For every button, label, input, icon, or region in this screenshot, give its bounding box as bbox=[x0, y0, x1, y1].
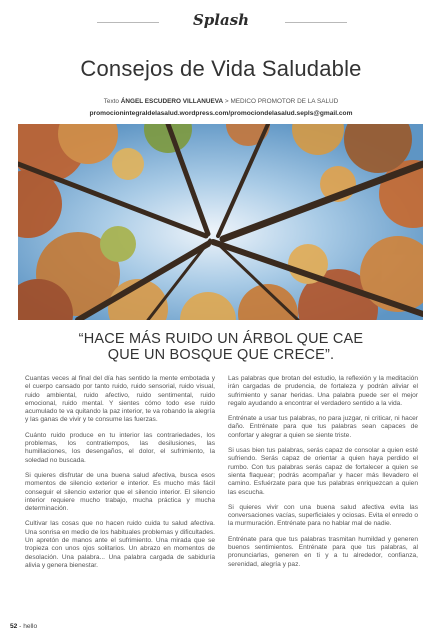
author-role: > MEDICO PROMOTOR DE LA SALUD bbox=[223, 98, 339, 105]
paragraph: Si usas bien tus palabras, serás capaz de consolar a quien esté sufriendo. Serás capaz de orientar a quien haya perdido el rumbo. Con tus palabras serás capaz de fortalecer a quien se sienta flaquear; podrás acompañar y hacer más llevadero el camino. Esfuérzate para que tus palabras enriquezcan a quien las escucha. bbox=[228, 447, 418, 496]
paragraph: Cuantas veces al final del día has sentido la mente embotada y el cuerpo cansado por tanto ruido, ruido sensorial, ruido visual, ruido ambiental, ruido afectivo, ruido sentimental, ruido emocional, ruido mental. Y sientes cómo todo ese ruido acumulado te va quitando la paz interior, te va robando la alegría y las ganas de vivir y te consume las fuerzas. bbox=[25, 375, 215, 424]
pull-quote bbox=[0, 331, 442, 363]
contact-links: promocionintegraldelasalud.wordpress.com/promociondelasalud.sepls@gmail.com bbox=[89, 110, 353, 117]
paragraph: Entrénate para que tus palabras trasmitan humildad y generen buenos sentimientos. Entrénate para que tus palabras, al pronunciarlas, generen en ti y a tu alrededor, confianza, serenidad, alegría y paz. bbox=[228, 535, 418, 568]
page-footer bbox=[10, 623, 37, 630]
forest-canopy-photo bbox=[18, 124, 423, 320]
byline bbox=[0, 98, 442, 105]
paragraph: Si quieres disfrutar de una buena salud afectiva, busca esos momentos de silencio exterior e interior. Es mucho más fácil conseguir el silencio exterior que el silencio interior. El silencio interior requiere mucho trabajo, mucha práctica y mucha determinación. bbox=[25, 471, 215, 513]
paragraph: Cuánto ruido produce en tu interior las contrariedades, los problemas, los contratiempos, las desilusiones, las humillaciones, los desengaños, el dolor, el sufrimiento, la soledad no buscada. bbox=[25, 431, 215, 464]
magazine-name: hello bbox=[23, 623, 38, 630]
header-rule-right bbox=[285, 22, 347, 23]
footer-separator: - bbox=[17, 623, 24, 630]
byline-prefix: Texto bbox=[103, 98, 119, 105]
pull-quote-line-2: QUE UN BOSQUE QUE CRECE”. bbox=[107, 347, 335, 363]
paragraph: Si quieres vivir con una buena salud afectiva evita las conversaciones vacías, superficiales y ociosas. Evita el enredo o la murmuración. Entrénate para no hablar mal de nadie. bbox=[228, 503, 418, 528]
pull-quote-line-1: “HACE MÁS RUIDO UN ÁRBOL QUE CAE bbox=[78, 331, 364, 347]
article-title: Consejos de Vida Saludable bbox=[80, 56, 362, 81]
section-title: Splash bbox=[192, 11, 250, 29]
paragraph: Cultivar las cosas que no hacen ruido cuida tu salud afectiva. Una sonrisa en medio de los habituales problemas y dificultades. Un apretón de manos ante el sufrimiento. Una mirada que se tropieza con unos ojos solitarios. Un abrazo en momentos de desolación. Una palabra... Una palabra cargada de sabiduría alivia y genera bienestar. bbox=[25, 520, 215, 569]
body-column-right bbox=[228, 375, 418, 576]
body-column-left bbox=[25, 375, 215, 577]
author-name: ÁNGEL ESCUDERO VILLANUEVA bbox=[120, 98, 224, 105]
page-number: 52 bbox=[10, 623, 18, 630]
paragraph: Entrénate a usar tus palabras, no para juzgar, ni criticar, ni hacer daño. Entrénate para que tus palabras sean capaces de confortar y alegrar a quien se siente triste. bbox=[228, 415, 418, 439]
paragraph: Las palabras que brotan del estudio, la reflexión y la meditación irán cargadas de prudencia, de fortaleza y podrán aliviar el sufrimiento y sanar heridas. Una palabra puede ser el mejor regalo ayudando a encontrar el verdadero sentido a la vida. bbox=[228, 375, 418, 407]
